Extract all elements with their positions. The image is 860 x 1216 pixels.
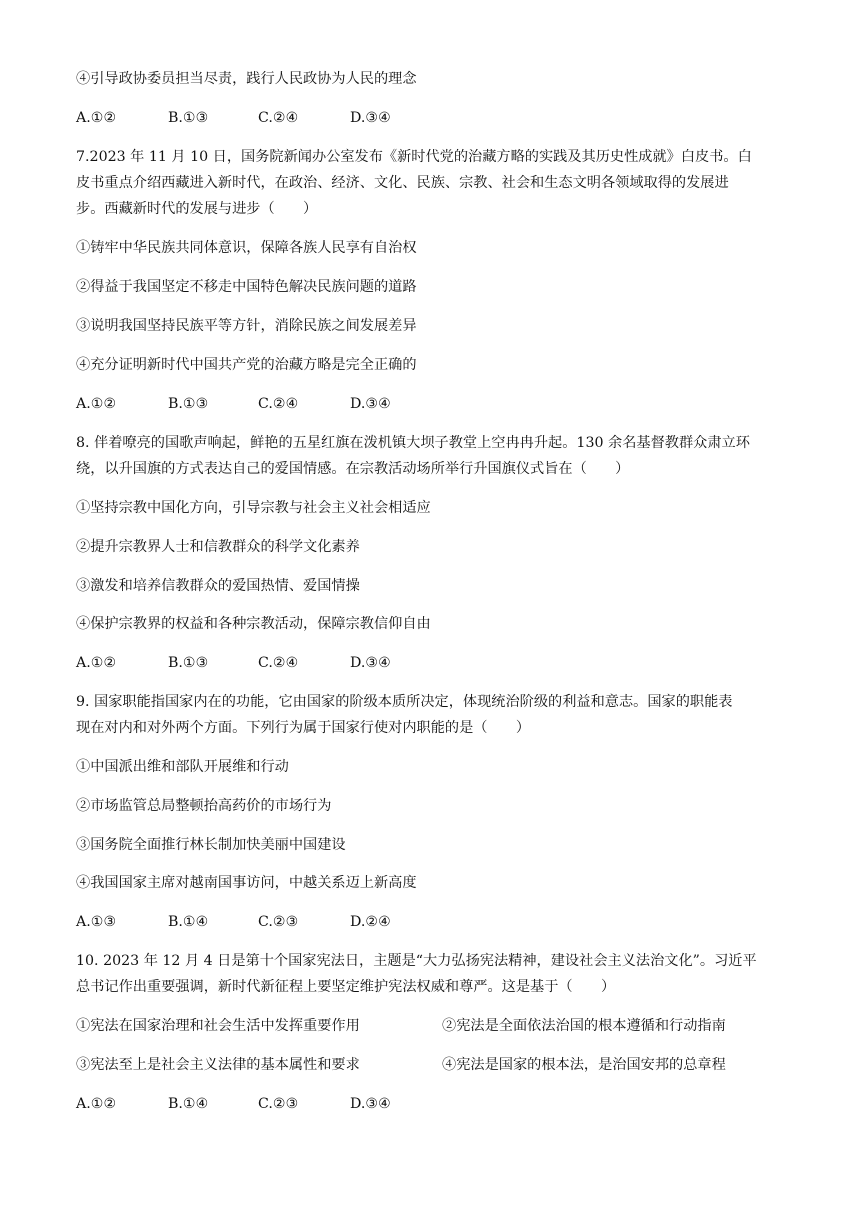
q7-item-2: ②得益于我国坚定不移走中国特色解决民族问题的道路 xyxy=(76,279,417,295)
q9-option-a: A.①③ xyxy=(76,914,117,930)
q7-item-1: ①铸牢中华民族共同体意识，保障各族人民享有自治权 xyxy=(76,240,417,256)
q10-items-row-2 xyxy=(76,1055,788,1075)
q8-stem-line-1: 8. 伴着嘹亮的国歌声响起，鲜艳的五星红旗在泼机镇大坝子教堂上空冉冉升起。130 余名基督教群众肃立环 xyxy=(76,435,750,451)
q8-option-b: B.①③ xyxy=(168,655,209,671)
q7-item-4: ④充分证明新时代中国共产党的治藏方略是完全正确的 xyxy=(76,357,417,373)
q7-stem-line-2: 皮书重点介绍西藏进入新时代，在政治、经济、文化、民族、宗教、社会和生态文明各领域取得的发展进 xyxy=(76,175,729,191)
q8-option-a: A.①② xyxy=(76,655,117,671)
q8-item-2: ②提升宗教界人士和信教群众的科学文化素养 xyxy=(76,539,360,555)
q10-option-c: C.②③ xyxy=(258,1096,299,1112)
q9-item-4: ④我国国家主席对越南国事访问，中越关系迈上新高度 xyxy=(76,875,417,891)
q8-option-d: D.③④ xyxy=(350,655,391,671)
q7-item-3: ③说明我国坚持民族平等方针，消除民族之间发展差异 xyxy=(76,318,417,334)
q7-option-b: B.①③ xyxy=(168,396,209,412)
q9-stem-line-2: 现在对内和对外两个方面。下列行为属于国家行使对内职能的是（ ） xyxy=(76,720,531,736)
q8-option-c: C.②④ xyxy=(258,655,299,671)
q6-item-4: ④引导政协委员担当尽责，践行人民政协为人民的理念 xyxy=(76,71,417,87)
q6-option-a: A.①② xyxy=(76,110,117,126)
q10-stem-line-2: 总书记作出重要强调，新时代新征程上要坚定维护宪法权威和尊严。这是基于（ ） xyxy=(76,979,616,995)
q10-items-row-1 xyxy=(76,1016,788,1036)
q8-item-1: ①坚持宗教中国化方向，引导宗教与社会主义社会相适应 xyxy=(76,500,431,516)
q7-stem-line-3: 步。西藏新时代的发展与进步（ ） xyxy=(76,201,318,217)
q9-item-2: ②市场监管总局整顿抬高药价的市场行为 xyxy=(76,798,332,814)
q9-item-3: ③国务院全面推行林长制加快美丽中国建设 xyxy=(76,837,346,853)
q6-option-d: D.③④ xyxy=(350,110,391,126)
q10-item-1: ①宪法在国家治理和社会生活中发挥重要作用 xyxy=(76,1018,360,1034)
q10-option-b: B.①④ xyxy=(168,1096,209,1112)
q9-item-1: ①中国派出维和部队开展维和行动 xyxy=(76,759,289,775)
q7-option-c: C.②④ xyxy=(258,396,299,412)
q6-option-b: B.①③ xyxy=(168,110,209,126)
q10-item-3: ③宪法至上是社会主义法律的基本属性和要求 xyxy=(76,1057,360,1073)
q7-stem-line-1: 7.2023 年 11 月 10 日，国务院新闻办公室发布《新时代党的治藏方略的实践及其历史性成就》白皮书。白 xyxy=(76,149,752,165)
q9-option-d: D.②④ xyxy=(350,914,391,930)
q8-stem-line-2: 绕，以升国旗的方式表达自己的爱国情感。在宗教活动场所举行升国旗仪式旨在（ ） xyxy=(76,461,630,477)
q7-option-d: D.③④ xyxy=(350,396,391,412)
q9-stem-line-1: 9. 国家职能指国家内在的功能，它由国家的阶级本质所决定，体现统治阶级的利益和意志。国家的职能表 xyxy=(76,694,733,710)
q9-option-b: B.①④ xyxy=(168,914,209,930)
q10-option-d: D.③④ xyxy=(350,1096,391,1112)
q8-item-3: ③激发和培养信教群众的爱国热情、爱国情操 xyxy=(76,578,360,594)
q7-option-a: A.①② xyxy=(76,396,117,412)
q10-item-4: ④宪法是国家的根本法，是治国安邦的总章程 xyxy=(442,1057,726,1073)
q9-option-c: C.②③ xyxy=(258,914,299,930)
q10-stem-line-1: 10. 2023 年 12 月 4 日是第十个国家宪法日，主题是“大力弘扬宪法精神，建设社会主义法治文化”。习近平 xyxy=(76,953,757,969)
q8-item-4: ④保护宗教界的权益和各种宗教活动，保障宗教信仰自由 xyxy=(76,616,431,632)
q6-option-c: C.②④ xyxy=(258,110,299,126)
q10-option-a: A.①② xyxy=(76,1096,117,1112)
q10-item-2: ②宪法是全面依法治国的根本遵循和行动指南 xyxy=(442,1018,726,1034)
